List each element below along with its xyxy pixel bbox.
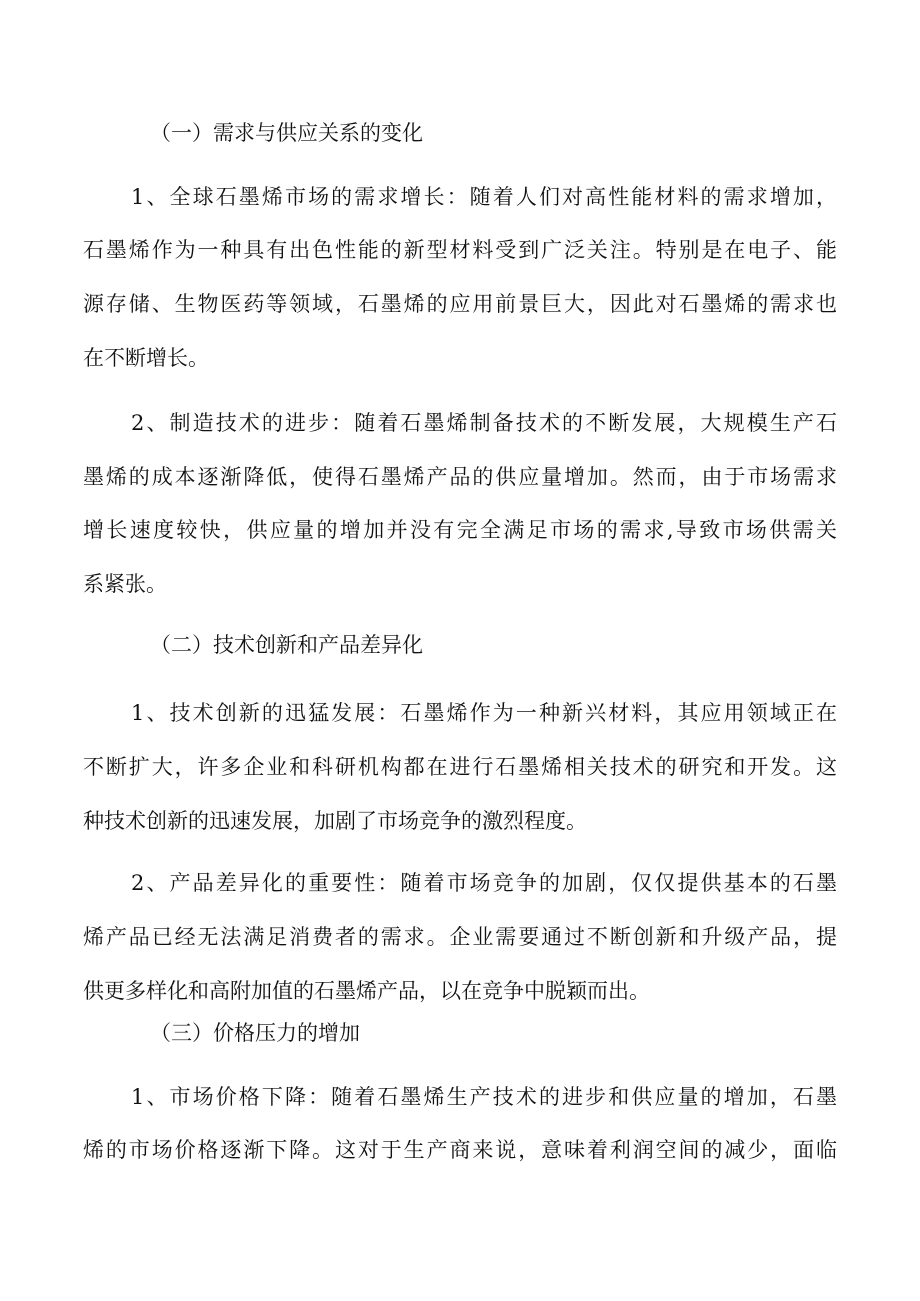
paragraph-line: 1、技术创新的迅猛发展：石墨烯作为一种新兴材料，其应用领域正在 (131, 701, 837, 725)
paragraph-line: 烯的市场价格逐渐下降。这对于生产商来说，意味着利润空间的减少，面临 (83, 1138, 837, 1162)
paragraph-line: 烯产品已经无法满足消费者的需求。企业需要通过不断创新和升级产品，提 (83, 925, 837, 949)
paragraph-line: 墨烯的成本逐渐降低，使得石墨烯产品的供应量增加。然而，由于市场需求 (83, 465, 837, 489)
section-heading: （二）技术创新和产品差异化 (150, 633, 423, 657)
paragraph-line: 种技术创新的迅速发展，加剧了市场竞争的激烈程度。 (83, 809, 587, 833)
paragraph-line: 石墨烯作为一种具有出色性能的新型材料受到广泛关注。特别是在电子、能 (83, 238, 837, 262)
paragraph-line: 增长速度较快，供应量的增加并没有完全满足市场的需求,导致市场供需关 (83, 518, 837, 542)
paragraph-line: 2、制造技术的进步：随着石墨烯制备技术的不断发展，大规模生产石 (131, 411, 837, 435)
paragraph-line: 2、产品差异化的重要性：随着市场竞争的加剧，仅仅提供基本的石墨 (131, 871, 837, 895)
section-heading: （一）需求与供应关系的变化 (150, 121, 423, 145)
paragraph-line: 不断扩大，许多企业和科研机构都在进行石墨烯相关技术的研究和开发。这 (83, 755, 837, 779)
paragraph-line: 供更多样化和高附加值的石墨烯产品，以在竞争中脱颖而出。 (83, 979, 650, 1003)
paragraph-line: 源存储、生物医药等领域，石墨烯的应用前景巨大，因此对石墨烯的需求也 (83, 292, 837, 316)
paragraph-line: 在不断增长。 (83, 346, 209, 370)
paragraph-line: 1、全球石墨烯市场的需求增长：随着人们对高性能材料的需求增加， (131, 185, 837, 209)
paragraph-line: 系紧张。 (83, 572, 167, 596)
paragraph-line: 1、市场价格下降：随着石墨烯生产技术的进步和供应量的增加，石墨 (131, 1085, 837, 1109)
section-heading: （三）价格压力的增加 (150, 1021, 360, 1045)
